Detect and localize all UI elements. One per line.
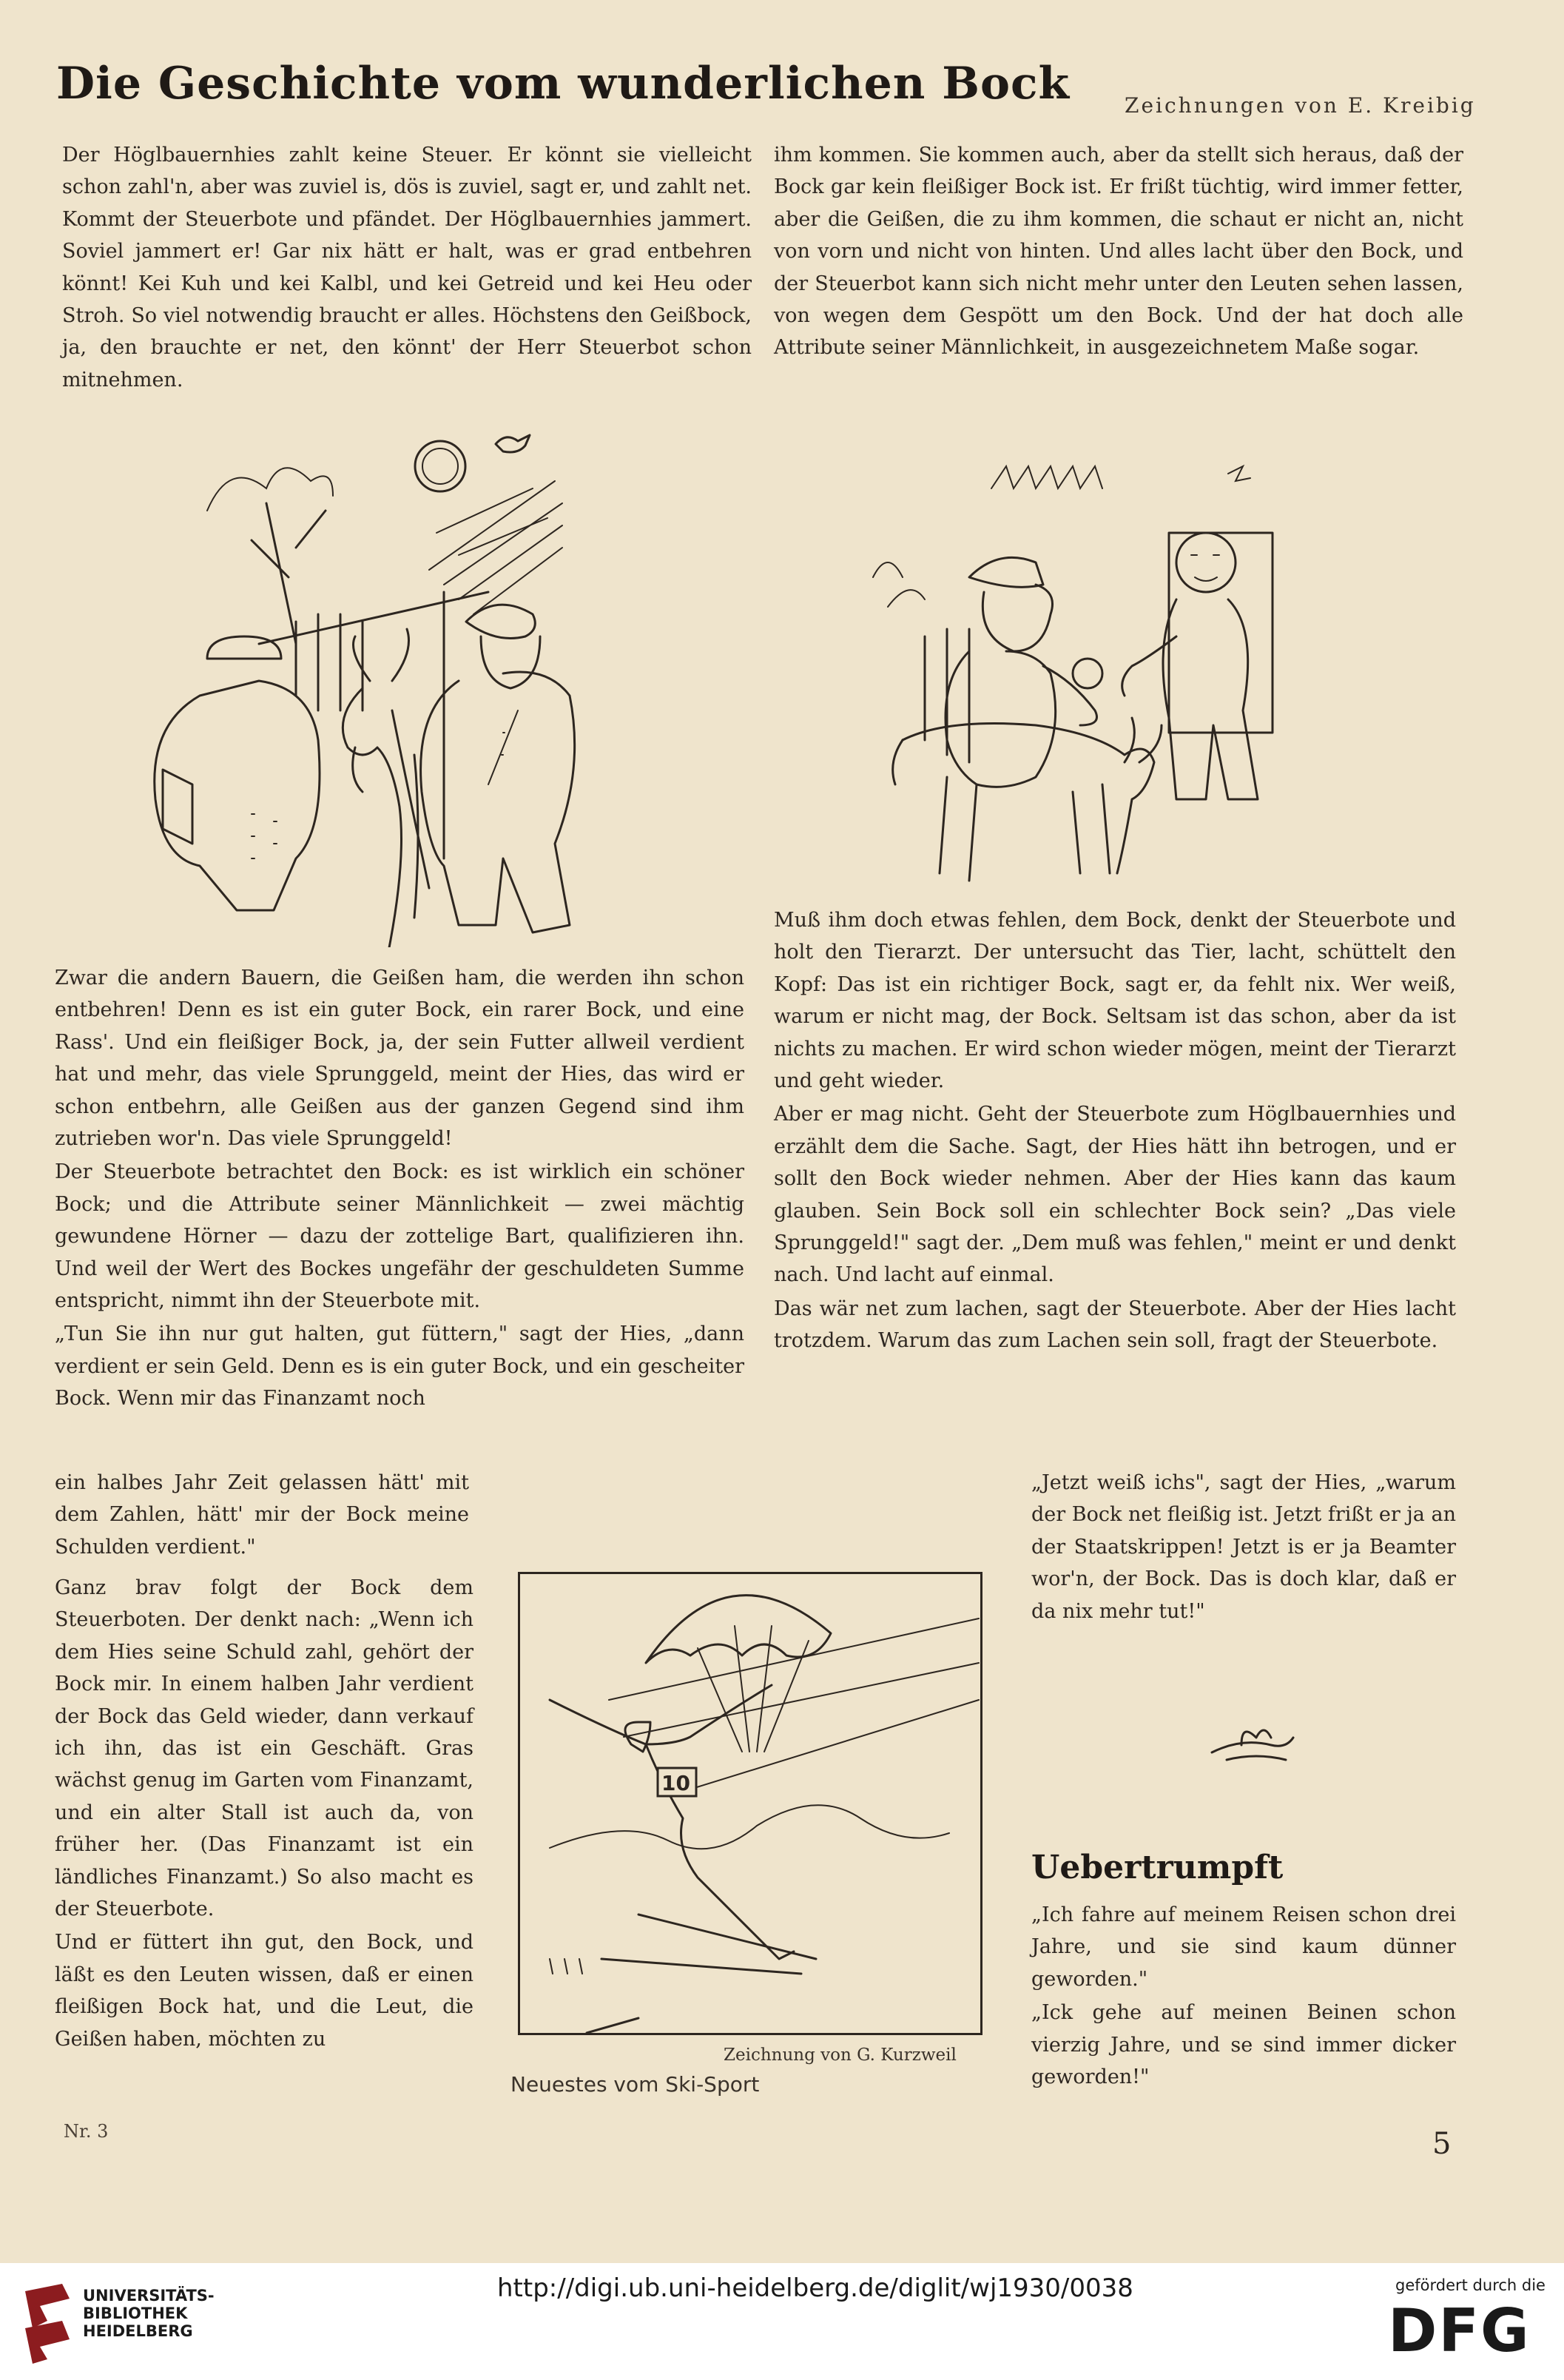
issue-label: Nr. 3 <box>64 2121 109 2142</box>
illustration-bauer-bock <box>148 400 621 947</box>
paragraph: Aber er mag nicht. Geht der Steuerbote zum Höglbauernhies und erzählt dem die Sache. Sagt, der Hies hätt ihn betrogen, und er sollt den Bock wieder nehmen. Aber der Hies kann das kaum glauben. Sein Bock soll ein schlechter Bock sein? „Das viele Sprunggeld!" sagt der. „Dem muß was fehlen," meint er und denkt nach. Und lacht auf einmal. <box>774 1103 1456 1287</box>
article-text-col2-top <box>774 139 1463 406</box>
illustration-credit: Zeichnungen von E. Kreibig <box>1125 93 1476 118</box>
paragraph: Muß ihm doch etwas fehlen, dem Bock, denkt der Steuerbote und holt den Tierarzt. Der untersucht das Tier, lacht, schüttelt den Kopf: Das ist ein richtiger Bock, sagt er, da fehlt nix. Wer weiß, warum er nicht mag, der Bock. Seltsam ist das schon, aber da ist nichts zu machen. Er wird schon wieder mögen, meint der Tierarzt und geht wieder. <box>774 909 1456 1093</box>
paragraph: ihm kommen. Sie kommen auch, aber da stellt sich heraus, daß der Bock gar kein fleißiger Bock ist. Er frißt tüchtig, wird immer fetter, aber die Geißen, die zu ihm kommen, die schaut er nicht an, nicht von vorn und nicht von hinten. Und alles lacht über den Bock, und der Steuerbot kann sich nicht mehr unter den Leuten sehen lassen, von wegen dem Gespött um den Bock. Und der hat doch alle Attribute seiner Männlichkeit, in ausgezeichnetem Maße sogar. <box>774 144 1463 360</box>
page-number: 5 <box>1432 2127 1452 2161</box>
article-text-col1-narrow-a <box>55 1467 469 1578</box>
ski-caption: Neuestes vom Ski-Sport <box>510 2072 760 2097</box>
document-url-link[interactable]: http://digi.ub.uni-heidelberg.de/diglit/wj1930/0038 <box>497 2273 1133 2303</box>
library-logo-icon <box>18 2276 77 2365</box>
illustration-tierarzt <box>858 444 1332 895</box>
ski-artist-credit: Zeichnung von G. Kurzweil <box>724 2045 957 2065</box>
paragraph: ein halbes Jahr Zeit gelassen hätt' mit dem Zahlen, hätt' mir der Bock meine Schulden verdient." <box>55 1471 469 1559</box>
article-text-col1-middle <box>55 962 744 1465</box>
article-text-col1-top <box>62 139 752 406</box>
ski-jumper-drawing <box>520 1574 980 2033</box>
article-title: Die Geschichte vom wunderlichen Bock <box>56 58 1071 110</box>
short-piece-heading: Uebertrumpft <box>1031 1849 1284 1886</box>
ski-illustration-frame <box>518 1572 982 2035</box>
paragraph: Ganz brav folgt der Bock dem Steuerboten. Der denkt nach: „Wenn ich dem Hies seine Schuld zahl, gehört der Bock mir. In einem halben Jahr verdient der Bock das Geld wieder, dann verkauf ich ihn, das ist ein Geschäft. Gras wächst genug im Garten vom Finanzamt, und ein alter Stall ist auch da, von früher her. (Das Finanzamt ist ein ländliches Finanzamt.) So also macht es der Steuerbote. <box>55 1576 473 1921</box>
article-text-col1-narrow-b <box>55 1572 473 2120</box>
paragraph: Der Steuerbote betrachtet den Bock: es ist wirklich ein schöner Bock; und die Attribute seiner Männlichkeit — zwei mächtig gewundene Hörner — dazu der zottelige Bart, qualifizieren ihn. Und weil der Wert des Bockes ungefähr der geschuldeten Summe entspricht, nimmt ihn der Steuerbote mit. <box>55 1160 744 1313</box>
paragraph: „Ich fahre auf meinem Reisen schon drei Jahre, und sie sind kaum dünner geworden." <box>1031 1903 1456 1991</box>
article-text-col2-middle <box>774 904 1456 1467</box>
paragraph: Das wär net zum lachen, sagt der Steuerbote. Aber der Hies lacht trotzdem. Warum das zum Lachen sein soll, fragt der Steuerbote. <box>774 1297 1456 1353</box>
paragraph: Der Höglbauernhies zahlt keine Steuer. Er könnt sie vielleicht schon zahl'n, aber was zuviel is, dös is zuviel, sagt er, und zahlt net. Kommt der Steuerbote und pfändet. Der Höglbauernhies jammert. Soviel jammert er! Gar nix hätt er halt, was er grad entbehren könnt! Kei Kuh und kei Kalbl, und kei Getreid und kei Heu oder Stroh. So viel notwendig braucht er alles. Höchstens den Geißbock, ja, den brauchte er net, den könnt' der Herr Steuerbot schon mitnehmen. <box>62 144 752 391</box>
paragraph: Und er füttert ihn gut, den Bock, und läßt es den Leuten wissen, daß er einen fleißigen Bock hat, und die Leut, die Geißen haben, möchten zu <box>55 1931 473 2051</box>
paragraph: „Tun Sie ihn nur gut halten, gut füttern," sagt der Hies, „dann verdient er sein Geld. Denn es is ein guter Bock, und ein gescheiter Bock. Wenn mir das Finanzamt noch <box>55 1322 744 1411</box>
divider-ornament-icon <box>1197 1715 1301 1775</box>
paragraph: Zwar die andern Bauern, die Geißen ham, die werden ihn schon entbehren! Denn es ist ein guter Bock, ein rarer Bock, und eine Rass'. Und ein fleißiger Bock, ja, der sein Futter allweil verdient hat und mehr, das viele Sprunggeld, meint der Hies, das wird er schon entbehrn, alle Geißen aus der ganzen Gegend sind ihm zutrieben wor'n. Das viele Sprunggeld! <box>55 967 744 1151</box>
short-piece-text <box>1031 1899 1456 2121</box>
funding-text: gefördert durch die <box>1395 2276 1546 2294</box>
bib-number: 10 <box>661 1771 690 1795</box>
paragraph: „Jetzt weiß ichs", sagt der Hies, „warum der Bock net fleißig ist. Jetzt frißt er ja an der Staatskrippen! Jetzt is er ja Beamter wor'n, der Bock. Das is doch klar, daß er da nix mehr tut!" <box>1031 1471 1456 1623</box>
dfg-logo: DFG <box>1388 2296 1531 2365</box>
article-text-col2-narrow <box>1031 1467 1456 1674</box>
paragraph: „Ick gehe auf meinen Beinen schon vierzig Jahre, und se sind immer dicker geworden!" <box>1031 2001 1456 2089</box>
library-name: UNIVERSITÄTS-BIBLIOTHEK HEIDELBERG <box>83 2287 215 2340</box>
